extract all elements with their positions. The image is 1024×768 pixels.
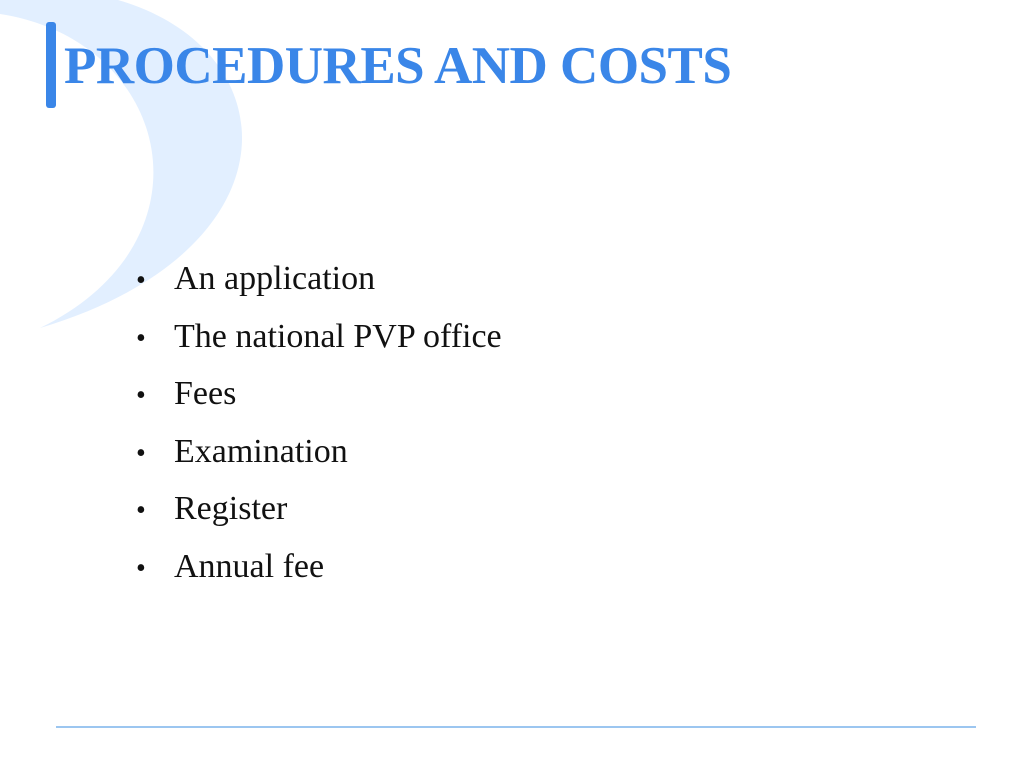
footer-divider [56,726,976,728]
list-item [136,423,502,481]
list-item [136,365,502,423]
page-title: PROCEDURES AND COSTS [64,37,732,95]
bullet-icon: • [136,322,146,354]
list-item [136,308,502,366]
bullet-icon: • [136,380,146,411]
title-accent-bar [46,22,56,108]
list-item-text: An application [174,260,376,297]
list-item [136,250,502,308]
bullet-list [136,250,502,595]
list-item [136,538,502,596]
list-item-text: Fees [174,375,237,412]
bullet-icon: • [136,437,146,469]
list-item [136,480,502,538]
list-item-text: Annual fee [174,547,325,585]
bullet-icon: • [136,495,146,526]
bullet-icon: • [136,552,146,584]
list-item-text: The national PVP office [174,317,502,355]
list-item-text: Register [174,490,288,527]
bullet-icon: • [136,265,146,296]
list-item-text: Examination [174,432,348,470]
